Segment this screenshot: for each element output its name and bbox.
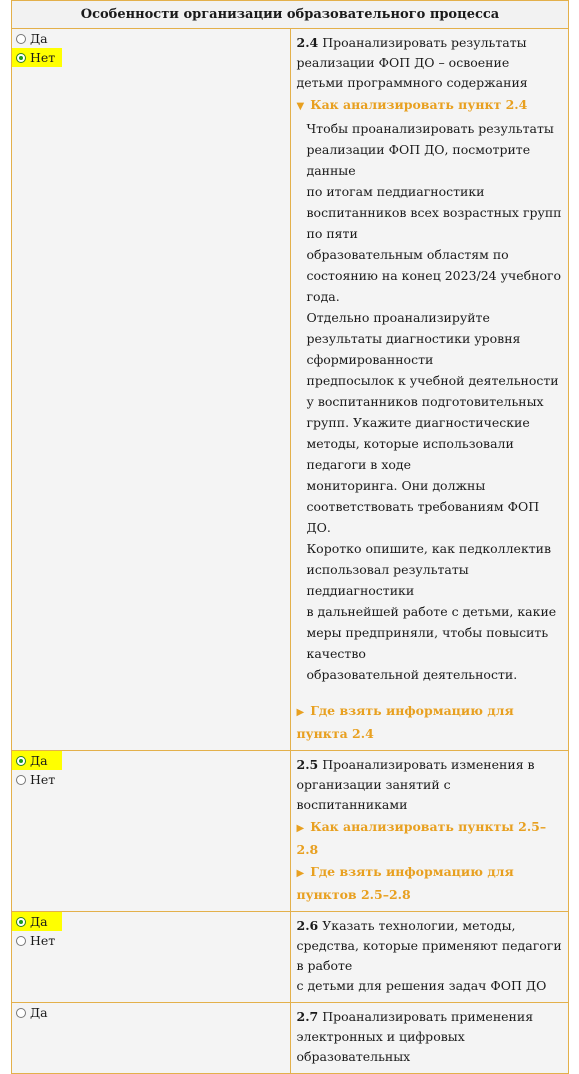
radio-yes-2-5[interactable] xyxy=(12,751,62,770)
table-row-2-4 xyxy=(12,29,569,751)
table-header: Особенности организации образовательного процесса xyxy=(12,1,569,29)
details-line: в дальнейшей работе с детьми, какие меры предприняли, чтобы повысить качество xyxy=(306,604,557,661)
radio-no-2-6[interactable] xyxy=(12,931,290,950)
item-text: Указать технологии, методы, средства, которые применяют педагоги в работе xyxy=(296,918,562,973)
radio-icon[interactable] xyxy=(16,34,26,44)
details-line: Отдельно проанализируйте результаты диагностики уровня сформированности xyxy=(306,310,521,367)
details-toggle-how-2-4[interactable] xyxy=(297,94,563,117)
details-toggle-label: Как анализировать пункты 2.5–2.8 xyxy=(296,819,547,857)
details-toggle-how-2-5[interactable] xyxy=(297,816,563,860)
answer-cell xyxy=(12,751,291,912)
item-text-line xyxy=(297,1007,563,1067)
item-text-line xyxy=(297,33,563,73)
answer-cell xyxy=(12,29,291,751)
item-text-line: с детьми для решения задач ФОП ДО xyxy=(296,978,547,993)
details-toggle-label: Как анализировать пункт 2.4 xyxy=(310,97,528,112)
radio-label: Да xyxy=(30,914,48,929)
item-number: 2.5 xyxy=(296,757,319,772)
answer-cell xyxy=(12,1003,291,1074)
radio-label: Нет xyxy=(30,933,56,948)
item-text: Проанализировать применения электронных и цифровых образовательных xyxy=(296,1009,534,1064)
details-line: образовательным областям по состоянию на конец 2023/24 учебного года. xyxy=(306,247,562,304)
triangle-down-icon: ▼ xyxy=(296,101,305,112)
radio-checked-icon[interactable] xyxy=(16,917,26,927)
details-toggle-label: Где взять информацию для пункта 2.4 xyxy=(296,703,514,741)
content-frame xyxy=(11,0,569,1064)
answer-cell xyxy=(12,912,291,1003)
item-number: 2.4 xyxy=(296,35,319,50)
radio-yes-2-7[interactable] xyxy=(12,1003,290,1022)
item-cell xyxy=(290,29,569,751)
details-toggle-label: Где взять информацию для пунктов 2.5–2.8 xyxy=(296,864,514,902)
triangle-right-icon: ▶ xyxy=(296,823,305,834)
radio-label: Нет xyxy=(30,772,56,787)
details-line: мониторинга. Они должны соответствовать требованиям ФОП ДО. xyxy=(306,478,540,535)
item-text-line xyxy=(297,755,563,815)
item-text-line: детьми программного содержания xyxy=(296,75,528,90)
details-line: образовательной деятельности. xyxy=(306,667,518,682)
item-cell xyxy=(290,1003,569,1074)
item-text: Проанализировать изменения в организации занятий с воспитанниками xyxy=(296,757,535,812)
radio-label: Да xyxy=(30,753,48,768)
item-number: 2.6 xyxy=(296,918,319,933)
triangle-right-icon: ▶ xyxy=(296,707,305,718)
radio-icon[interactable] xyxy=(16,1008,26,1018)
details-toggle-source-2-5[interactable] xyxy=(297,861,563,905)
radio-yes-2-4[interactable] xyxy=(12,29,290,48)
item-number: 2.7 xyxy=(296,1009,319,1024)
triangle-right-icon: ▶ xyxy=(296,868,305,879)
radio-yes-2-6[interactable] xyxy=(12,912,62,931)
radio-label: Да xyxy=(30,1005,48,1020)
details-toggle-source-2-4[interactable] xyxy=(297,700,563,744)
item-text-line xyxy=(297,916,563,976)
table-row-2-5 xyxy=(12,751,569,912)
radio-label: Нет xyxy=(30,50,56,65)
table-row-2-7 xyxy=(12,1003,569,1074)
details-body xyxy=(297,118,563,685)
checklist-table xyxy=(11,0,569,1074)
radio-no-2-5[interactable] xyxy=(12,770,290,789)
radio-checked-icon[interactable] xyxy=(16,756,26,766)
radio-no-2-4[interactable] xyxy=(12,48,62,67)
details-line: групп. Укажите диагностические методы, которые использовали педагоги в ходе xyxy=(306,415,530,472)
details-line: предпосылок к учебной деятельности у воспитанников подготовительных xyxy=(306,373,559,409)
item-cell xyxy=(290,751,569,912)
item-cell xyxy=(290,912,569,1003)
radio-icon[interactable] xyxy=(16,775,26,785)
table-row-2-6 xyxy=(12,912,569,1003)
details-line: по итогам педдиагностики воспитанников всех возрастных групп по пяти xyxy=(306,184,562,241)
radio-checked-icon[interactable] xyxy=(16,53,26,63)
radio-label: Да xyxy=(30,31,48,46)
details-line: Чтобы проанализировать результаты реализации ФОП ДО, посмотрите данные xyxy=(306,121,554,178)
radio-icon[interactable] xyxy=(16,936,26,946)
item-text: Проанализировать результаты реализации ФОП ДО – освоение xyxy=(296,35,527,70)
details-line: Коротко опишите, как педколлектив использовал результаты педдиагностики xyxy=(306,541,552,598)
